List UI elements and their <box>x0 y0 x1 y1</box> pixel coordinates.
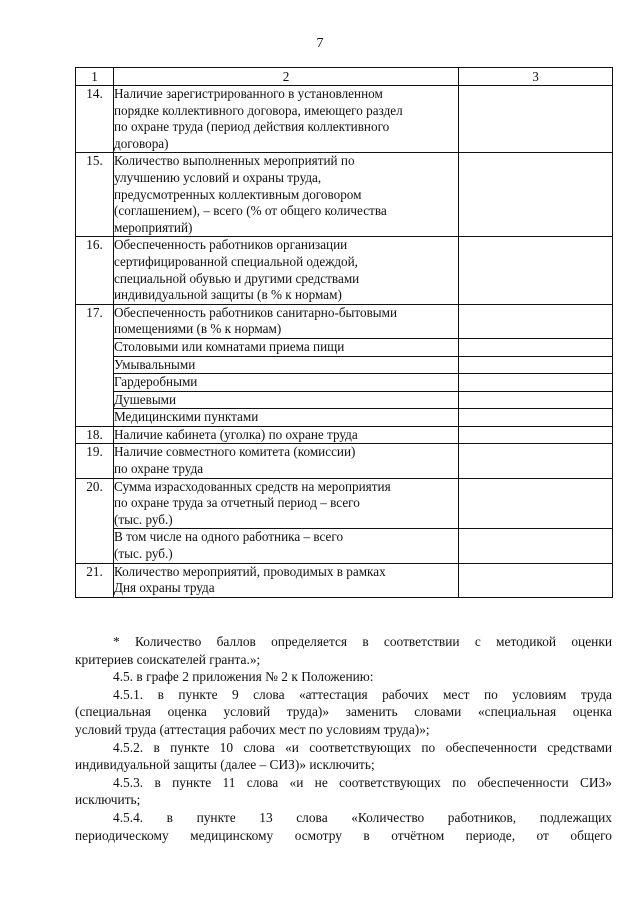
row-line: предусмотренных коллективным договором <box>114 186 362 202</box>
row-number: 21. <box>76 563 114 597</box>
row-line: Количество выполненных мероприятий по <box>114 153 355 169</box>
value-cell <box>459 153 613 237</box>
table-row <box>76 444 613 478</box>
table-row <box>76 478 613 529</box>
subrow-text <box>114 529 459 563</box>
header-col-2: 2 <box>114 68 459 86</box>
row-line: Наличие зарегистрированного в установленном <box>114 86 383 101</box>
subrow-text: Столовыми или комнатами приема пищи <box>114 338 459 356</box>
paragraph-4-5: 4.5. в графе 2 приложения № 2 к Положению: <box>113 669 374 685</box>
row-number: 16. <box>76 237 114 304</box>
table-subrow <box>76 529 613 563</box>
criteria-table <box>75 67 613 598</box>
footnote-line: * Количество баллов определяется в соответствии с методикой оценки <box>113 634 612 649</box>
row-line: улучшению условий и охраны труда, <box>114 169 322 185</box>
header-col-3: 3 <box>459 68 613 86</box>
value-cell <box>459 529 613 563</box>
paragraph-4-5-1: условий труда (аттестация рабочих мест по условиям труда)»; <box>75 721 430 737</box>
row-line: (соглашением), – всего (% от общего количества <box>114 203 387 219</box>
paragraph-4-5-1: (специальная оценка условий труда)» заменить словами «специальная оценка <box>75 704 612 720</box>
row-line: по охране труда за отчетный период – всего <box>114 495 360 511</box>
table-subrow <box>76 338 613 356</box>
subrow-text: Душевыми <box>114 391 459 409</box>
value-cell <box>459 374 613 392</box>
paragraph-4-5-3: исключить; <box>75 792 141 808</box>
table-subrow <box>76 409 613 427</box>
paragraph-4-5-4: 4.5.4. в пункте 13 слова «Количество работников, подлежащих <box>113 809 612 825</box>
table-subrow <box>76 356 613 374</box>
row-line: Обеспеченность работников организации <box>114 237 348 253</box>
row-number: 15. <box>76 153 114 237</box>
row-number: 20. <box>76 478 114 563</box>
row-text <box>114 304 459 338</box>
row-line: Сумма израсходованных средств на мероприятия <box>114 478 391 494</box>
table-subrow <box>76 391 613 409</box>
row-line: мероприятий) <box>114 219 193 235</box>
row-line: помещениями (в % к нормам) <box>114 321 282 337</box>
paragraph-4-5-1: 4.5.1. в пункте 9 слова «аттестация рабочих мест по условиям труда <box>113 686 612 702</box>
value-cell <box>459 356 613 374</box>
paragraph-4-5-3: 4.5.3. в пункте 11 слова «и не соответствующих по обеспеченности СИЗ» <box>113 774 612 790</box>
value-cell <box>459 563 613 597</box>
row-number: 14. <box>76 86 114 153</box>
row-text <box>114 426 459 444</box>
value-cell <box>459 444 613 478</box>
footnote-line: критериев соискателей гранта.»; <box>75 651 261 667</box>
paragraph-4-5-2: 4.5.2. в пункте 10 слова «и соответствующих по обеспеченности средствами <box>113 739 612 755</box>
table-header-row <box>76 68 613 86</box>
page-number: 7 <box>316 36 324 51</box>
header-col-1: 1 <box>76 68 114 86</box>
amendment-text <box>75 633 612 844</box>
table-row <box>76 426 613 444</box>
row-text <box>114 237 459 304</box>
row-line: по охране труда <box>114 461 204 477</box>
row-text <box>114 153 459 237</box>
table-subrow <box>76 374 613 392</box>
row-text <box>114 478 459 529</box>
row-line: порядке коллективного договора, имеющего раздел <box>114 102 403 118</box>
table-row <box>76 304 613 338</box>
value-cell <box>459 304 613 338</box>
value-cell <box>459 338 613 356</box>
row-line: по охране труда (период действия коллективного <box>114 119 390 135</box>
table-row <box>76 86 613 153</box>
row-line: Дня охраны труда <box>114 580 215 596</box>
table-row <box>76 153 613 237</box>
row-line: (тыс. руб.) <box>114 546 173 562</box>
row-line: (тыс. руб.) <box>114 511 173 527</box>
paragraph-4-5-2: индивидуальной защиты (далее – СИЗ)» исключить; <box>75 757 375 773</box>
paragraph-4-5-4: периодическому медицинскому осмотру в отчётном периоде, от общего <box>75 827 612 843</box>
row-line: специальной обувью и другими средствами <box>114 270 360 286</box>
row-line: индивидуальной защиты (в % к нормам) <box>114 287 342 303</box>
row-line: договора) <box>114 135 169 151</box>
value-cell <box>459 478 613 529</box>
row-number: 19. <box>76 444 114 478</box>
row-text <box>114 563 459 597</box>
subrow-text: Умывальными <box>114 356 459 374</box>
row-line: Наличие совместного комитета (комиссии) <box>114 444 356 460</box>
value-cell <box>459 426 613 444</box>
value-cell <box>459 391 613 409</box>
subrow-text: Гардеробными <box>114 374 459 392</box>
table-row <box>76 237 613 304</box>
row-line: Обеспеченность работников санитарно-бытовыми <box>114 304 398 320</box>
value-cell <box>459 409 613 427</box>
value-cell <box>459 86 613 153</box>
row-number: 18. <box>76 426 114 444</box>
row-text <box>114 86 459 153</box>
row-line: Количество мероприятий, проводимых в рамках <box>114 563 386 579</box>
row-number: 17. <box>76 304 114 426</box>
row-line: В том числе на одного работника – всего <box>114 529 344 545</box>
row-line: Наличие кабинета (уголка) по охране труда <box>114 426 358 442</box>
value-cell <box>459 237 613 304</box>
row-line: сертифицированной специальной одеждой, <box>114 253 358 269</box>
row-text <box>114 444 459 478</box>
table-row <box>76 563 613 597</box>
subrow-text: Медицинскими пунктами <box>114 409 459 427</box>
